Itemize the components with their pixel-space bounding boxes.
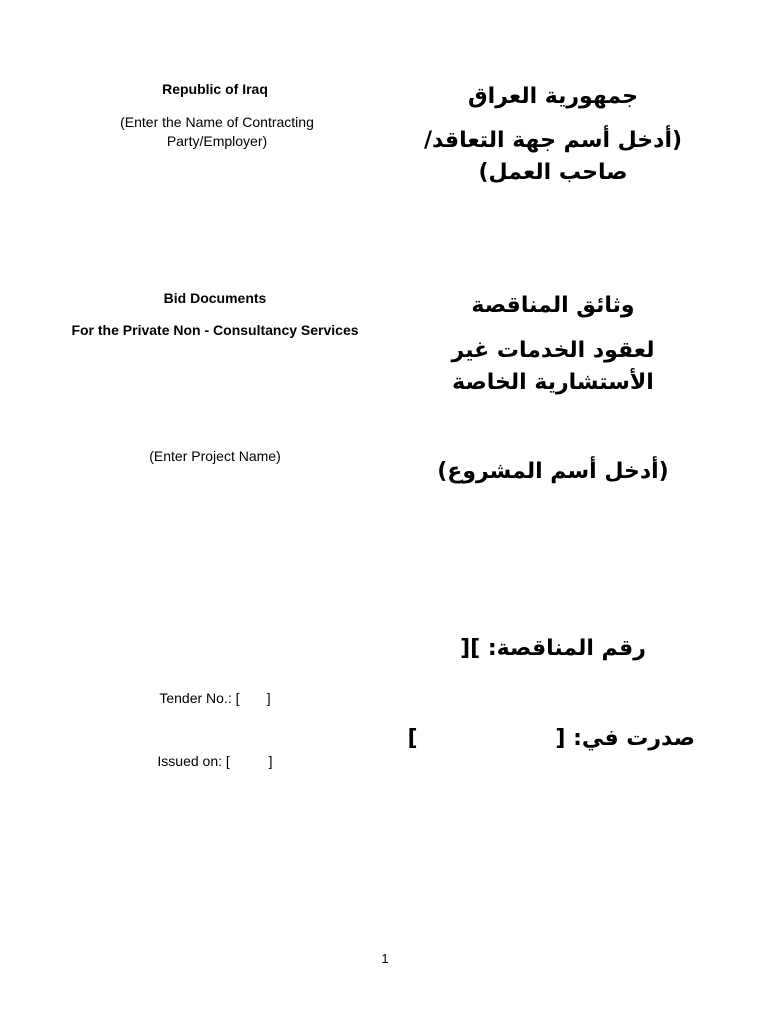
tender-number-en: Tender No.: [ ] [159, 690, 271, 706]
document-title-en: Bid Documents [163, 290, 267, 306]
country-name-ar: جمهورية العراق [468, 84, 638, 109]
contracting-party-line1-ar: (أدخل أسم جهة التعاقد/ [423, 128, 683, 153]
issued-on-en: Issued on: [ ] [157, 753, 273, 769]
contracting-party-line2-ar: صاحب العمل) [478, 160, 628, 185]
project-name-placeholder-en: (Enter Project Name) [149, 448, 281, 464]
issued-on-ar: صدرت في: [ ] [407, 726, 695, 751]
country-name-en: Republic of Iraq [162, 81, 268, 97]
contracting-party-placeholder-en: (Enter the Name of Contracting Party/Employer) [120, 114, 314, 149]
page-number: 1 [381, 951, 389, 966]
document-subtitle-line1-ar: لعقود الخدمات غير [451, 338, 655, 363]
project-name-placeholder-ar: (أدخل أسم المشروع) [437, 459, 669, 484]
document-title-ar: وثائق المناقصة [471, 293, 635, 318]
document-subtitle-en: For the Private Non - Consultancy Services [71, 322, 359, 338]
tender-number-ar: رقم المناقصة: ][ [460, 636, 646, 661]
document-subtitle-line2-ar: الأستشارية الخاصة [452, 370, 654, 395]
